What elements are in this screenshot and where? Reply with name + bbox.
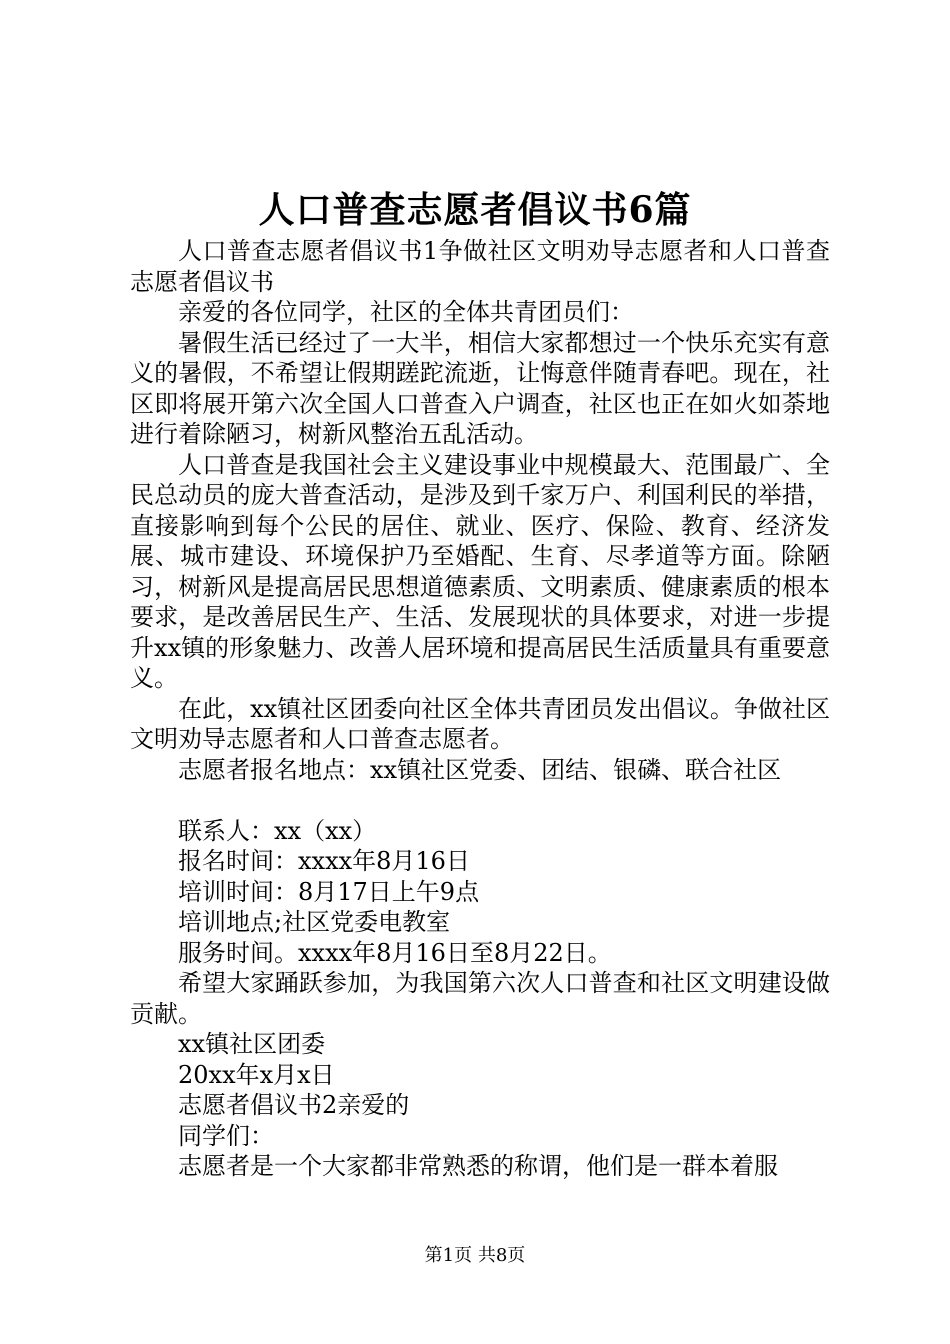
document-body — [130, 236, 830, 1182]
paragraph-census: 人口普查是我国社会主义建设事业中规模最大、范围最广、全民总动员的庞大普查活动，是涉及到千家万户、利国利民的举措，直接影响到每个公民的居住、就业、医疗、保险、教育、经济发展、城市建设、环境保护乃至婚配、生育、尽孝道等方面。除陋习，树新风是提高居民思想道德素质、文明素质、健康素质的根本要求，是改善居民生产、生活、发展现状的具体要求，对进一步提升xx镇的形象魅力、改善人居环境和提高居民生活质量具有重要意义。 — [130, 450, 830, 692]
paragraph-call-to-action: 希望大家踊跃参加，为我国第六次人口普查和社区文明建设做贡献。 — [130, 969, 830, 1028]
paragraph-service-time: 服务时间。xxxx年8月16日至8月22日。 — [178, 938, 612, 967]
paragraph-second-letter-heading: 志愿者倡议书2亲爱的 — [178, 1091, 410, 1119]
paragraph-training-time: 培训时间：8月17日上午9点 — [178, 877, 480, 906]
document-title: 人口普查志愿者倡议书6篇 — [258, 189, 692, 231]
paragraph-second-letter-body: 志愿者是一个大家都非常熟悉的称谓，他们是一群本着服 — [178, 1152, 778, 1180]
paragraph-intro: 人口普查志愿者倡议书1争做社区文明劝导志愿者和人口普查志愿者倡议书 — [130, 237, 830, 296]
paragraph-proposal: 在此，xx镇社区团委向社区全体共青团员发出倡议。争做社区文明劝导志愿者和人口普查志愿者。 — [130, 694, 830, 753]
paragraph-signup-location: 志愿者报名地点：xx镇社区党委、团结、银磷、联合社区 — [178, 755, 782, 784]
paragraph-summer: 暑假生活已经过了一大半，相信大家都想过一个快乐充实有意义的暑假，不希望让假期蹉跎流逝，让悔意伴随青春吧。现在，社区即将展开第六次全国人口普查入户调查，社区也正在如火如荼地进行着除陋习，树新风整治五乱活动。 — [130, 328, 830, 448]
paragraph-second-letter-salutation: 同学们： — [178, 1121, 274, 1150]
paragraph-date: 20xx年x月x日 — [178, 1060, 335, 1089]
page-footer: 第1页 共8页 — [424, 1245, 526, 1266]
paragraph-salutation: 亲爱的各位同学，社区的全体共青团员们： — [178, 298, 634, 326]
paragraph-signup-time: 报名时间：xxxx年8月16日 — [178, 847, 470, 875]
blank-line — [130, 785, 830, 816]
paragraph-training-location: 培训地点;社区党委电教室 — [178, 908, 451, 936]
paragraph-contact: 联系人：xx（xx） — [178, 816, 377, 845]
paragraph-signature: xx镇社区团委 — [178, 1030, 326, 1058]
